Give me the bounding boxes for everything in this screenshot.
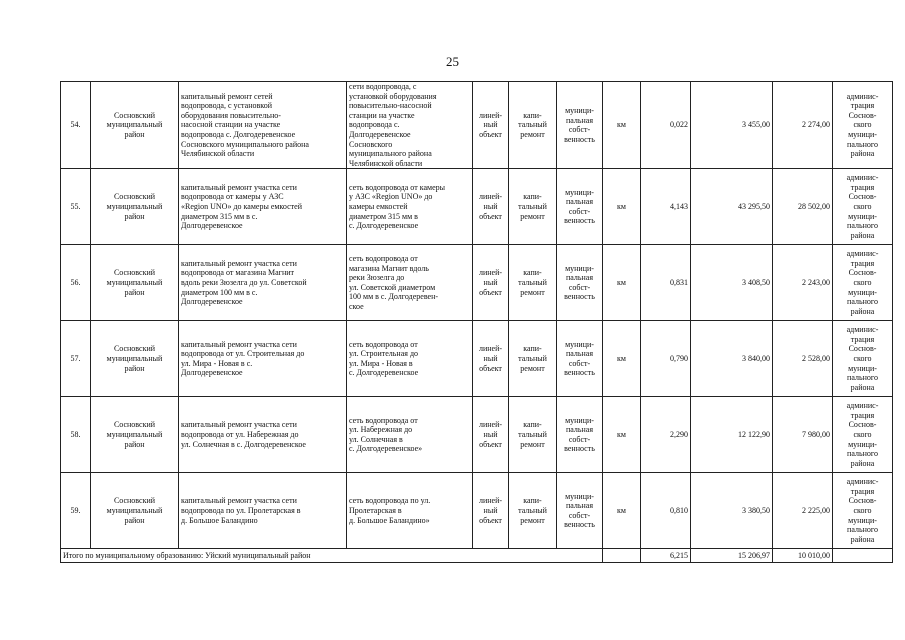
table-row <box>61 169 893 245</box>
funding-cell-text: 28 502,00 <box>798 202 830 212</box>
ownership-cell <box>557 321 603 397</box>
row-number-text: 57. <box>70 354 81 364</box>
work-description-cell <box>179 169 347 245</box>
total-cost: 15 206,97 <box>691 549 773 563</box>
work-type-cell-text: капи- тальный ремонт <box>518 192 547 221</box>
authority-cell <box>833 245 893 321</box>
work-description-cell-text: капитальный ремонт участка сети водопровода от ул. Набережная до ул. Солнечная в с. Долгодеревенское <box>181 420 306 449</box>
work-type-cell <box>509 321 557 397</box>
work-description-cell-text: капитальный ремонт участка сети водопровода от магазина Магнит вдоль реки Зюзелга до ул. Советской диаметром 100 мм в с. Долгодеревенское <box>181 258 307 307</box>
quantity-cell <box>641 473 691 549</box>
row-number-text: 58. <box>70 430 81 440</box>
row-number <box>61 169 91 245</box>
unit-cell <box>603 321 641 397</box>
funding-cell <box>773 321 833 397</box>
funding-cell <box>773 169 833 245</box>
object-type-cell <box>473 245 509 321</box>
work-type-cell <box>509 397 557 473</box>
funding-cell <box>773 245 833 321</box>
object-type-cell <box>473 321 509 397</box>
unit-cell <box>603 473 641 549</box>
object-name-cell <box>347 82 473 169</box>
cost-cell-text: 3 380,50 <box>742 506 770 516</box>
authority-cell <box>833 321 893 397</box>
work-type-cell-text: капи- тальный ремонт <box>518 344 547 373</box>
work-type-cell-text: капи- тальный ремонт <box>518 420 547 449</box>
funding-cell-text: 2 243,00 <box>802 278 830 288</box>
authority-cell <box>833 169 893 245</box>
object-name-cell-text: сеть водопровода от ул. Набережная до ул. Солнечная в с. Долгодеревенское» <box>349 415 423 454</box>
work-type-cell <box>509 82 557 169</box>
district-cell-text: Сосновский муниципальный район <box>106 192 163 221</box>
unit-cell-text: км <box>617 278 626 288</box>
total-authority-cell <box>833 549 893 563</box>
work-type-cell <box>509 245 557 321</box>
object-type-cell-text: линей- ный объект <box>478 420 503 449</box>
funding-cell <box>773 473 833 549</box>
quantity-cell-text: 0,831 <box>670 278 688 288</box>
work-description-cell <box>179 473 347 549</box>
work-type-cell-text: капи- тальный ремонт <box>518 268 547 297</box>
total-quantity: 6,215 <box>641 549 691 563</box>
table-row <box>61 245 893 321</box>
work-type-cell-text: капи- тальный ремонт <box>518 110 547 139</box>
object-type-cell-text: линей- ный объект <box>478 110 503 139</box>
object-type-cell <box>473 169 509 245</box>
work-description-cell <box>179 321 347 397</box>
table-row <box>61 473 893 549</box>
ownership-cell-text: муници- пальная собст- венность <box>564 105 595 144</box>
unit-cell-text: км <box>617 120 626 130</box>
cost-cell <box>691 245 773 321</box>
district-cell-text: Сосновский муниципальный район <box>106 496 163 525</box>
district-cell <box>91 397 179 473</box>
cost-cell-text: 43 295,50 <box>738 202 770 212</box>
funding-cell-text: 7 980,00 <box>802 430 830 440</box>
quantity-cell <box>641 321 691 397</box>
authority-cell-text: админис- трация Соснов- ского муници- пального района <box>846 477 879 544</box>
row-number <box>61 321 91 397</box>
row-number-text: 54. <box>70 120 81 130</box>
object-name-cell <box>347 473 473 549</box>
authority-cell-text: админис- трация Соснов- ского муници- пального района <box>846 91 879 159</box>
quantity-cell <box>641 82 691 169</box>
object-name-cell <box>347 245 473 321</box>
ownership-cell-text: муници- пальная собст- венность <box>564 415 595 454</box>
row-number <box>61 397 91 473</box>
district-cell-text: Сосновский муниципальный район <box>106 268 163 297</box>
object-type-cell <box>473 82 509 169</box>
unit-cell <box>603 245 641 321</box>
row-number-text: 59. <box>70 506 81 516</box>
quantity-cell <box>641 397 691 473</box>
work-type-cell-text: капи- тальный ремонт <box>518 496 547 525</box>
object-name-cell <box>347 397 473 473</box>
quantity-cell-text: 0,790 <box>670 354 688 364</box>
row-number-text: 56. <box>70 278 81 288</box>
table-row <box>61 321 893 397</box>
cost-cell-text: 3 408,50 <box>742 278 770 288</box>
page-number: 25 <box>446 54 459 69</box>
cost-cell <box>691 473 773 549</box>
object-name-cell <box>347 169 473 245</box>
ownership-cell <box>557 397 603 473</box>
authority-cell-text: админис- трация Соснов- ского муници- пального района <box>846 173 879 240</box>
work-description-cell <box>179 82 347 169</box>
object-type-cell-text: линей- ный объект <box>478 192 503 221</box>
ownership-cell-text: муници- пальная собст- венность <box>564 339 595 378</box>
ownership-cell-text: муници- пальная собст- венность <box>564 491 595 530</box>
ownership-cell <box>557 473 603 549</box>
cost-cell <box>691 82 773 169</box>
unit-cell-text: км <box>617 430 626 440</box>
quantity-cell <box>641 245 691 321</box>
ownership-cell-text: муници- пальная собст- венность <box>564 187 595 226</box>
unit-cell-text: км <box>617 354 626 364</box>
object-name-cell-text: сеть водопровода от камеры у АЗС «Region UNO» до камеры емкостей диаметром 315 мм в с. Долгодеревенское <box>349 182 445 231</box>
authority-cell <box>833 397 893 473</box>
funding-cell-text: 2 528,00 <box>802 354 830 364</box>
quantity-cell <box>641 169 691 245</box>
row-number <box>61 82 91 169</box>
funding-cell <box>773 82 833 169</box>
authority-cell <box>833 473 893 549</box>
funding-cell-text: 2 274,00 <box>802 120 830 130</box>
work-description-cell-text: капитальный ремонт участка сети водопровода от камеры у АЗС «Region UNO» до камеры емкостей диаметром 315 мм в с. Долгодеревенское <box>181 182 302 231</box>
unit-cell-text: км <box>617 506 626 516</box>
work-description-cell-text: капитальный ремонт участка сети водопровода по ул. Пролетарская в д. Большое Баландино <box>181 496 301 525</box>
district-cell-text: Сосновский муниципальный район <box>106 344 163 373</box>
cost-cell <box>691 397 773 473</box>
object-type-cell <box>473 473 509 549</box>
table-row <box>61 82 893 169</box>
ownership-cell <box>557 169 603 245</box>
unit-cell <box>603 397 641 473</box>
cost-cell <box>691 321 773 397</box>
ownership-cell <box>557 82 603 169</box>
table-row <box>61 397 893 473</box>
district-cell <box>91 473 179 549</box>
object-type-cell <box>473 397 509 473</box>
unit-cell-text: км <box>617 202 626 212</box>
quantity-cell-text: 2,290 <box>670 430 688 440</box>
row-number <box>61 245 91 321</box>
work-description-cell <box>179 397 347 473</box>
authority-cell-text: админис- трация Соснов- ского муници- пального района <box>846 249 879 316</box>
quantity-cell-text: 0,810 <box>670 506 688 516</box>
authority-cell <box>833 82 893 169</box>
district-cell-text: Сосновский муниципальный район <box>106 110 163 139</box>
object-type-cell-text: линей- ный объект <box>478 268 503 297</box>
investment-table <box>60 81 893 563</box>
work-description-cell <box>179 245 347 321</box>
quantity-cell-text: 0,022 <box>670 120 688 130</box>
quantity-cell-text: 4,143 <box>670 202 688 212</box>
ownership-cell-text: муници- пальная собст- венность <box>564 263 595 302</box>
object-name-cell <box>347 321 473 397</box>
district-cell <box>91 169 179 245</box>
cost-cell <box>691 169 773 245</box>
total-row <box>61 549 893 563</box>
authority-cell-text: админис- трация Соснов- ского муници- пального района <box>846 325 879 392</box>
total-empty-cell <box>603 549 641 563</box>
cost-cell-text: 12 122,90 <box>738 430 770 440</box>
district-cell <box>91 321 179 397</box>
unit-cell <box>603 82 641 169</box>
total-funding: 10 010,00 <box>773 549 833 563</box>
district-cell-text: Сосновский муниципальный район <box>106 420 163 449</box>
work-description-cell-text: капитальный ремонт сетей водопровода, с установкой оборудования повысительно- насосной станции на участке водопровода с. Долгодеревенское Сосновского муниципального района Челябинской области <box>181 91 309 159</box>
work-type-cell <box>509 473 557 549</box>
row-number <box>61 473 91 549</box>
object-name-cell-text: сеть водопровода от магазина Магнит вдоль реки Зюзелга до ул. Советской диаметром 100 мм в с. Долгодеревен- ское <box>349 254 439 312</box>
work-description-cell-text: капитальный ремонт участка сети водопровода от ул. Строительная до ул. Мира - Новая в с. Долгодеревенское <box>181 339 305 378</box>
object-name-cell-text: сеть водопровода от ул. Строительная до ул. Мира - Новая в с. Долгодеревенское <box>349 339 419 378</box>
district-cell <box>91 82 179 169</box>
object-type-cell-text: линей- ный объект <box>478 496 503 525</box>
work-type-cell <box>509 169 557 245</box>
funding-cell <box>773 397 833 473</box>
object-name-cell-text: сеть водопровода по ул. Пролетарская в д. Большое Баландино» <box>349 496 431 525</box>
funding-cell-text: 2 225,00 <box>802 506 830 516</box>
cost-cell-text: 3 455,00 <box>742 120 770 130</box>
unit-cell <box>603 169 641 245</box>
row-number-text: 55. <box>70 202 81 212</box>
authority-cell-text: админис- трация Соснов- ского муници- пального района <box>846 401 879 468</box>
ownership-cell <box>557 245 603 321</box>
object-name-cell-text: сети водопровода, с установкой оборудования повысительно-насосной станции на участке водопровода с. Долгодеревенское Сосновского муниципального района Челябинской области <box>349 82 437 168</box>
district-cell <box>91 245 179 321</box>
total-label: Итого по муниципальному образованию: Уйский муниципальный район <box>61 549 603 563</box>
object-type-cell-text: линей- ный объект <box>478 344 503 373</box>
cost-cell-text: 3 840,00 <box>742 354 770 364</box>
